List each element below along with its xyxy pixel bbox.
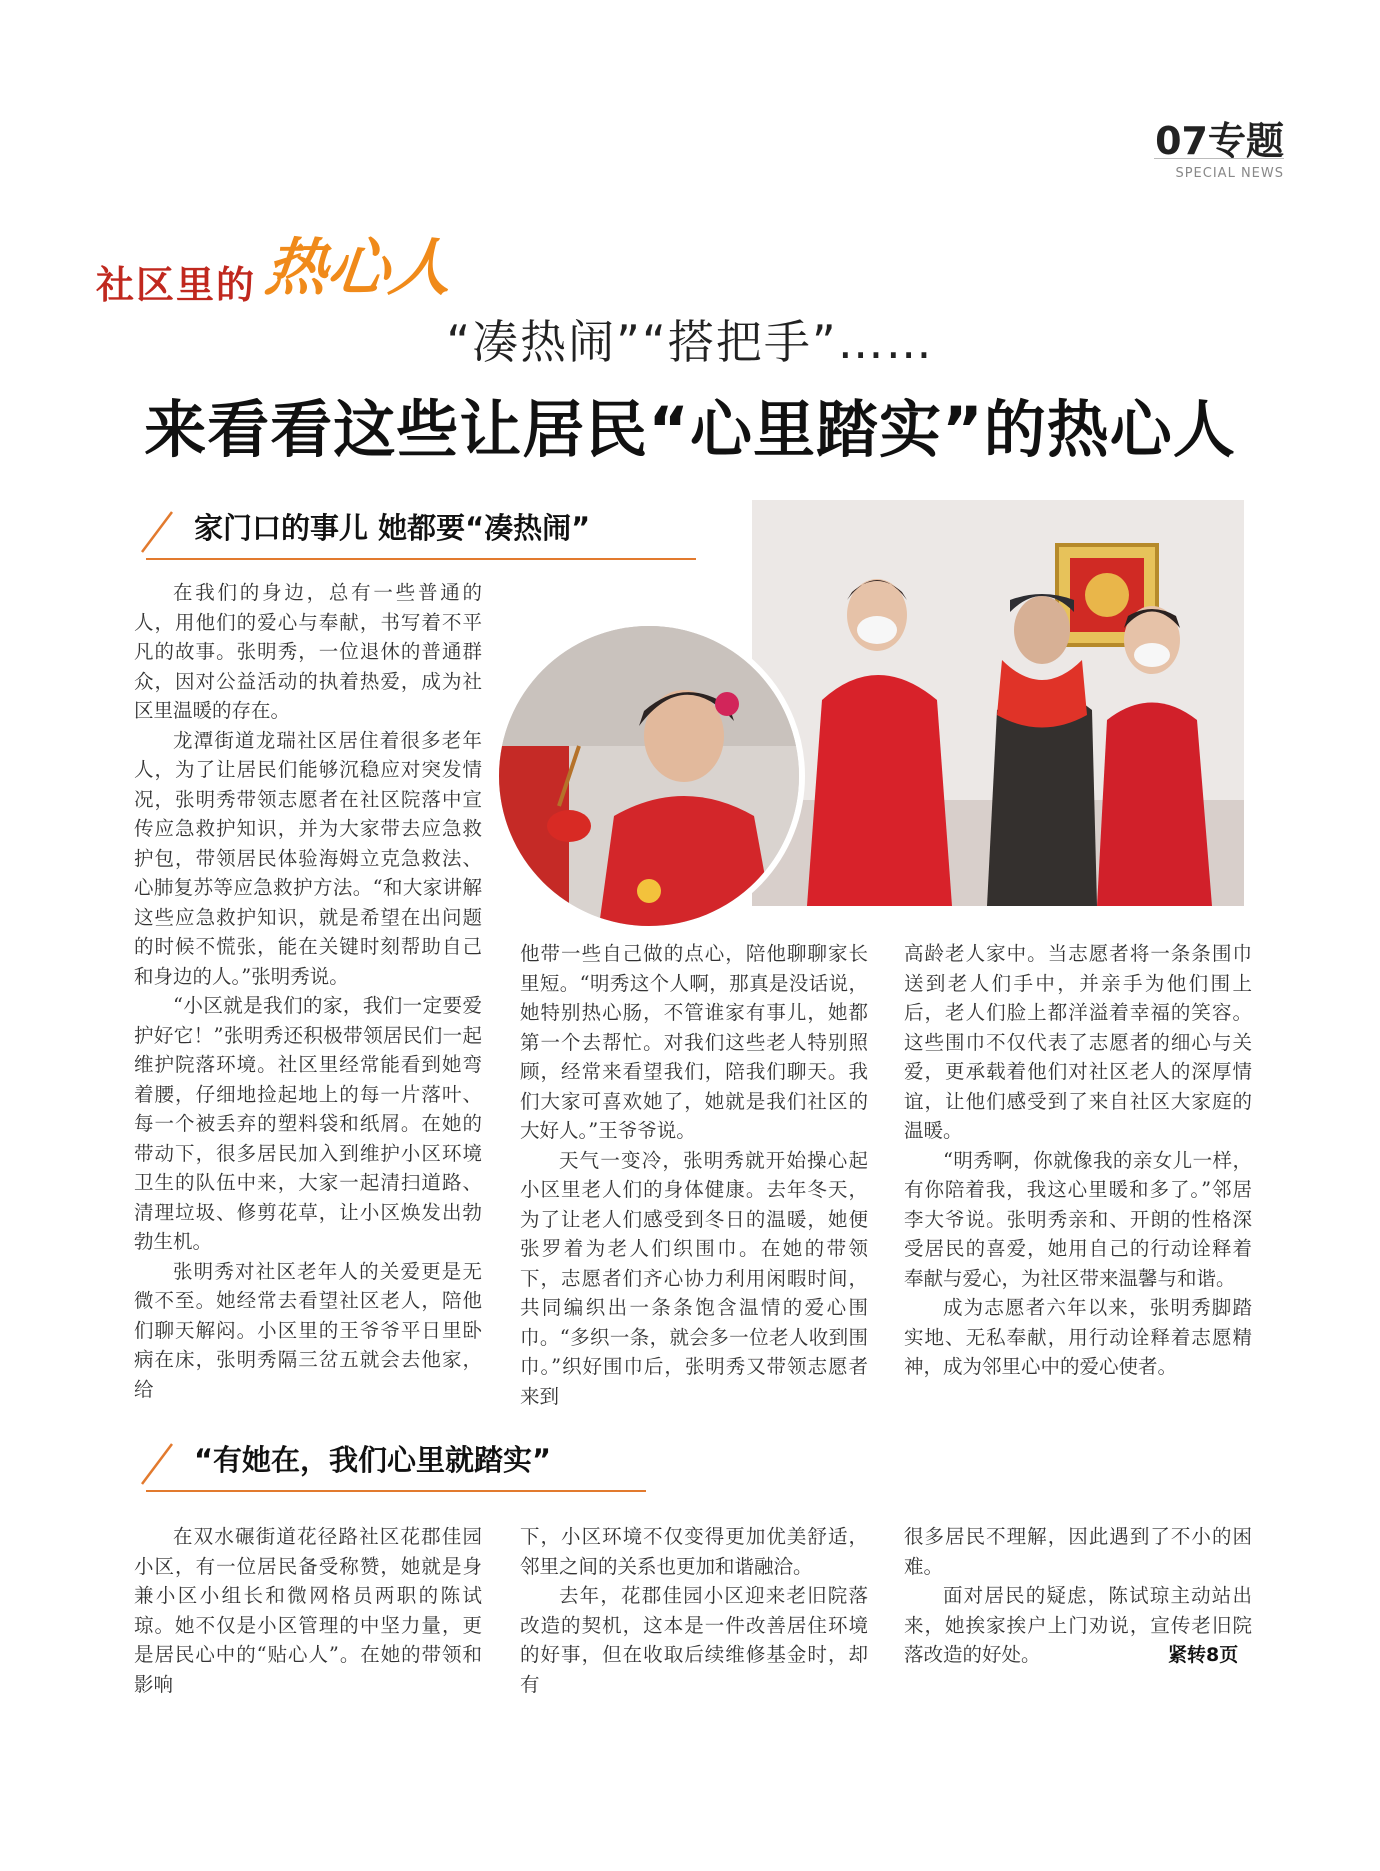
volunteer-knitting-photo bbox=[493, 620, 805, 932]
column-name-part2 bbox=[261, 218, 456, 307]
paragraph: 张明秀对社区老年人的关爱更是无微不至。她经常去看望社区老人，陪他们聊天解闷。小区里的王爷爷平日里卧病在床，张明秀隔三岔五就会去他家，给 bbox=[134, 1259, 482, 1401]
header-rule bbox=[1154, 158, 1284, 159]
section1-column1 bbox=[134, 578, 482, 1404]
volunteer-knitting-illustration bbox=[499, 626, 799, 926]
paragraph: 很多居民不理解，因此遇到了不小的困难。 bbox=[904, 1525, 1252, 1578]
slash-icon bbox=[136, 508, 176, 554]
section2-heading bbox=[136, 1432, 656, 1492]
volunteers-scarf-illustration bbox=[752, 500, 1244, 906]
paragraph: 下，小区环境不仅变得更加优美舒适，邻里之间的关系也更加和谐融洽。 bbox=[520, 1525, 868, 1578]
section1-heading-rule bbox=[146, 558, 696, 560]
paragraph: 龙潭街道龙瑞社区居住着很多老年人，为了让居民们能够沉稳应对突发情况，张明秀带领志愿者在社区院落中宣传应急救护知识，并为大家带去应急救护包，带领居民体验海姆立克急救法、心肺复苏等应急救护方法。“和大家讲解这些应急救护知识，就是希望在出问题的时候不慌张，能在关键时刻帮助自己和身边的人。”张明秀说。 bbox=[134, 728, 482, 988]
paragraph: “明秀啊，你就像我的亲女儿一样，有你陪着我，我这心里暖和多了。”邻居李大爷说。张明秀亲和、开朗的性格深受居民的喜爱，她用自己的行动诠释着奉献与爱心，为社区带来温馨与和谐。 bbox=[904, 1148, 1252, 1290]
paragraph: 在双水碾街道花径路社区花郡佳园小区，有一位居民备受称赞，她就是身兼小区小组长和微网格员两职的陈试琼。她不仅是小区管理的中坚力量，更是居民心中的“贴心人”。在她的带领和影响 bbox=[134, 1525, 482, 1696]
page-section-en: SPECIAL NEWS bbox=[1175, 166, 1284, 181]
section2-heading-text: “有她在，我们心里就踏实” bbox=[194, 1443, 552, 1477]
paragraph: 在我们的身边，总有一些普通的人，用他们的爱心与奉献，书写着不平凡的故事。张明秀，一位退休的普通群众，因对公益活动的执着热爱，成为社区里温暖的存在。 bbox=[134, 581, 482, 722]
section1-heading bbox=[136, 500, 696, 560]
section1-heading-text: 家门口的事儿 她都要“凑热闹” bbox=[194, 511, 591, 545]
column-name-part1: 社区里的 bbox=[96, 262, 257, 307]
paragraph: 成为志愿者六年以来，张明秀脚踏实地、无私奉献，用行动诠释着志愿精神，成为邻里心中的爱心使者。 bbox=[904, 1296, 1252, 1378]
article-title: 来看看这些让居民“心里踏实”的热心人 bbox=[144, 393, 1236, 466]
slash-icon bbox=[136, 1440, 176, 1486]
paragraph: 去年，花郡佳园小区迎来老旧院落改造的契机，这本是一件改善居住环境的好事，但在收取后续维修基金时，却有 bbox=[520, 1584, 868, 1696]
volunteers-scarf-photo bbox=[752, 500, 1244, 906]
article-subtitle: “凑热闹”“搭把手”…… bbox=[446, 315, 934, 369]
continued-on-page-link[interactable]: 紧转8页 bbox=[1168, 1644, 1239, 1666]
section2-column1 bbox=[134, 1522, 482, 1699]
paragraph: 面对居民的疑虑，陈试琼主动站出来，她挨家挨户上门劝说，宣传老旧院落改造的好处。 bbox=[904, 1584, 1252, 1666]
section1-column3 bbox=[904, 939, 1252, 1382]
section2-heading-rule bbox=[146, 1490, 646, 1492]
paragraph: 他带一些自己做的点心，陪他聊聊家长里短。“明秀这个人啊，那真是没话说，她特别热心肠，不管谁家有事儿，她都第一个去帮忙。对我们这些老人特别照顾，经常来看望我们，陪我们聊天。我们大家可喜欢她了，她就是我们社区的大好人。”王爷爷说。 bbox=[520, 942, 868, 1142]
paragraph: 高龄老人家中。当志愿者将一条条围巾送到老人们手中，并亲手为他们围上后，老人们脸上都洋溢着幸福的笑容。这些围巾不仅代表了志愿者的细心与关爱，更承载着他们对社区老人的深厚情谊，让他们感受到了来自社区大家庭的温暖。 bbox=[904, 942, 1252, 1142]
section1-column2 bbox=[520, 939, 868, 1411]
paragraph: 天气一变冷，张明秀就开始操心起小区里老人们的身体健康。去年冬天，为了让老人们感受到冬日的温暖，她便张罗着为老人们织围巾。在她的带领下，志愿者们齐心协力利用闲暇时间，共同编织出一条条饱含温情的爱心围巾。“多织一条，就会多一位老人收到围巾。”织好围巾后，张明秀又带领志愿者来到 bbox=[520, 1148, 868, 1408]
page-section-label: 07专题 bbox=[1155, 119, 1284, 163]
column-name-part2-text: 热心人 bbox=[261, 231, 456, 304]
paragraph: “小区就是我们的家，我们一定要爱护好它！”张明秀还积极带领居民们一起维护院落环境。社区里经常能看到她弯着腰，仔细地捡起地上的每一片落叶、每一个被丢弃的塑料袋和纸屑。在她的带动下，很多居民加入到维护小区环境卫生的队伍中来，大家一起清扫道路、清理垃圾、修剪花草，让小区焕发出勃勃生机。 bbox=[134, 994, 482, 1253]
section2-column2 bbox=[520, 1522, 868, 1699]
